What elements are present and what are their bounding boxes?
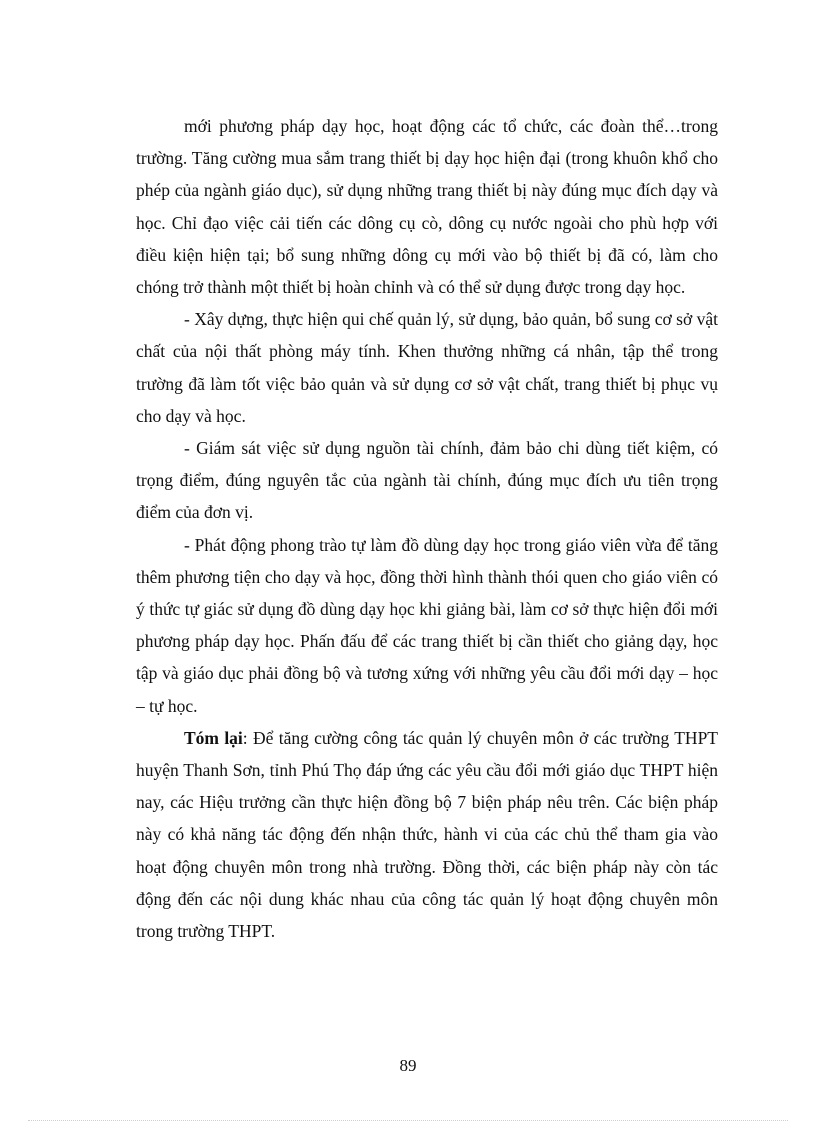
paragraph-continuation: mới phương pháp dạy học, hoạt động các tổ chức, các đoàn thể…trong trường. Tăng cường mua sắm trang thiết bị dạy học hiện đại (trong khuôn khổ cho phép của ngành giáo dục), sử dụng những trang thiết bị này đúng mục đích dạy và học. Chỉ đạo việc cải tiến các dông cụ cò, dông cụ nước ngoài cho phù hợp với điều kiện hiện tại; bổ sung những dông cụ mới vào bộ thiết bị đã có, làm cho chóng trở thành một thiết bị hoàn chỉnh và có thể sử dụng được trong dạy học. — [136, 116, 718, 298]
paragraph-summary — [136, 722, 718, 947]
page-number: 89 — [399, 1056, 417, 1075]
paragraph-regulation: - Xây dựng, thực hiện qui chế quản lý, sử dụng, bảo quản, bổ sung cơ sở vật chất của nội thất phòng máy tính. Khen thưởng những cá nhân, tập thể trong trường đã làm tốt việc bảo quản và sử dụng cơ sở vật chất, trang thiết bị phục vụ cho dạy và học. — [136, 309, 718, 426]
body-text — [136, 110, 718, 947]
summary-text: : Để tăng cường công tác quản lý chuyên môn ở các trường THPT huyện Thanh Sơn, tỉnh Phú Thọ đáp ứng các yêu cầu đổi mới giáo dục THPT hiện nay, các Hiệu trưởng cần thực hiện đồng bộ 7 biện pháp nêu trên. Các biện pháp này có khả năng tác động đến nhận thức, hành vi của các chủ thể tham gia vào hoạt động chuyên môn trong nhà trường. Đồng thời, các biện pháp này còn tác động đến các nội dung khác nhau của công tác quản lý hoạt động chuyên môn trong trường THPT. — [136, 727, 718, 942]
paragraph-teaching-aids: - Phát động phong trào tự làm đồ dùng dạy học trong giáo viên vừa để tăng thêm phương tiện cho dạy và học, đồng thời hình thành thói quen cho giáo viên có ý thức tự giác sử dụng đồ dùng dạy học khi giảng bài, làm cơ sở thực hiện đổi mới phương pháp dạy học. Phấn đấu để các trang thiết bị cần thiết cho giảng dạy, học tập và giáo dục phải đồng bộ và tương xứng với những yêu cầu đổi mới dạy – học – tự học. — [136, 534, 718, 716]
summary-lead: Tóm lại — [184, 727, 243, 748]
footer-divider — [28, 1120, 788, 1121]
paragraph-finance: - Giám sát việc sử dụng nguồn tài chính, đảm bảo chi dùng tiết kiệm, có trọng điểm, đúng nguyên tắc của ngành tài chính, đúng mục đích ưu tiên trọng điểm của đơn vị. — [136, 438, 718, 523]
